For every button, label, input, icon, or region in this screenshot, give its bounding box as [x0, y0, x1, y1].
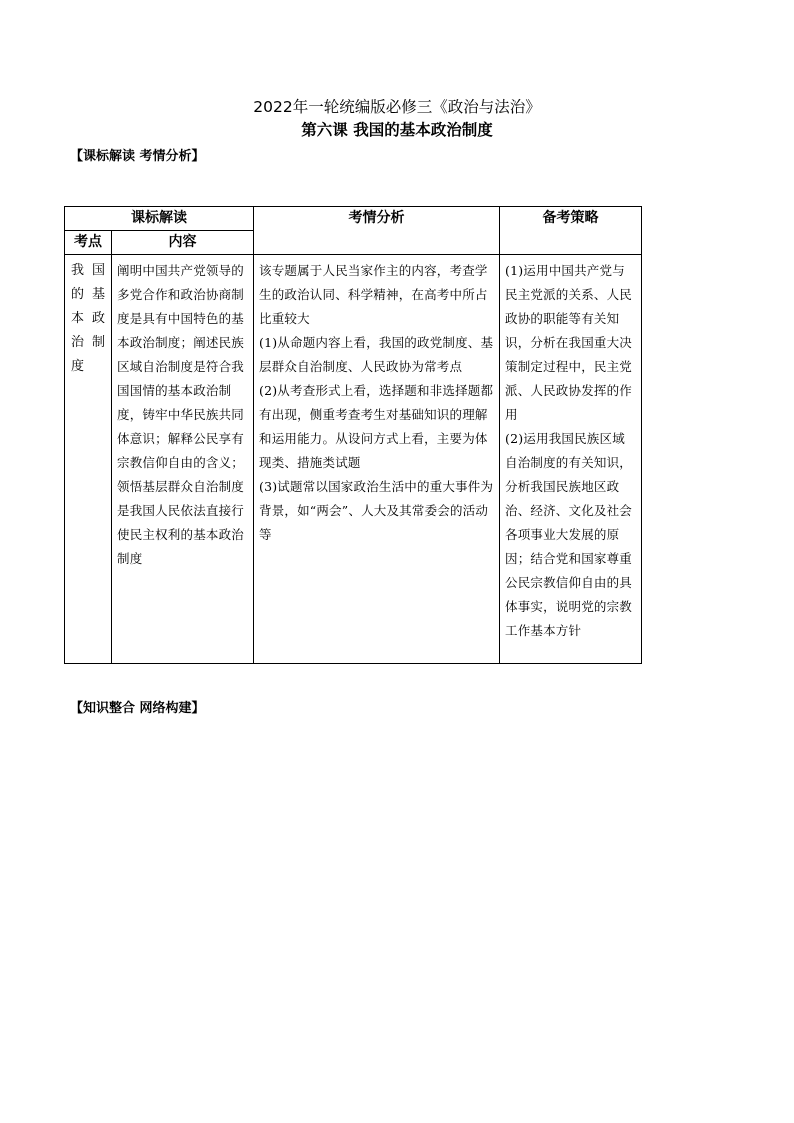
- header-kaodian: 考点: [65, 231, 112, 255]
- section-heading-knowledge: 【知识整合 网络构建】: [70, 701, 205, 716]
- table-row: [65, 255, 642, 664]
- cell-kaodian: 我国的基本政治制度: [65, 255, 112, 664]
- cell-beikao: (1)运用中国共产党与民主党派的关系、人民政协的职能等有关知识，分析在我国重大决策制定过程中，民主党派、人民政协发挥的作用 (2)运用我国民族区域自治制度的有关知识，分析我国民族地区政治、经济、文化及社会各项事业大发展的原因；结合党和国家尊重公民宗教信仰自由的具体事实，说明党的宗教工作基本方针: [500, 255, 642, 664]
- header-kaoqing: 考情分析: [254, 207, 500, 255]
- cell-kaoqing: 该专题属于人民当家作主的内容，考查学生的政治认同、科学精神，在高考中所占比重较大 (1)从命题内容上看，我国的政党制度、基层群众自治制度、人民政协为常考点 (2)从考查形式上看，选择题和非选择题都有出现，侧重考查考生对基础知识的理解和运用能力。从设问方式上看，主要为体现类、措施类试题 (3)试题常以国家政治生活中的重大事件为背景，如“两会”、人大及其常委会的活动等: [254, 255, 500, 664]
- curriculum-table: [64, 206, 642, 664]
- section-heading-curriculum: 【课标解读 考情分析】: [70, 149, 205, 164]
- header-kebiao: 课标解读: [65, 207, 254, 231]
- lesson-title: 第六课 我国的基本政治制度: [301, 120, 493, 139]
- header-beikao: 备考策略: [500, 207, 642, 255]
- header-neirong: 内容: [112, 231, 254, 255]
- document-title: 2022年一轮统编版必修三《政治与法治》: [253, 98, 541, 116]
- cell-neirong: 阐明中国共产党领导的多党合作和政治协商制度是具有中国特色的基本政治制度；阐述民族区域自治制度是符合我国国情的基本政治制度，铸牢中华民族共同体意识；解释公民享有宗教信仰自由的含义；领悟基层群众自治制度是我国人民依法直接行使民主权利的基本政治制度: [112, 255, 254, 664]
